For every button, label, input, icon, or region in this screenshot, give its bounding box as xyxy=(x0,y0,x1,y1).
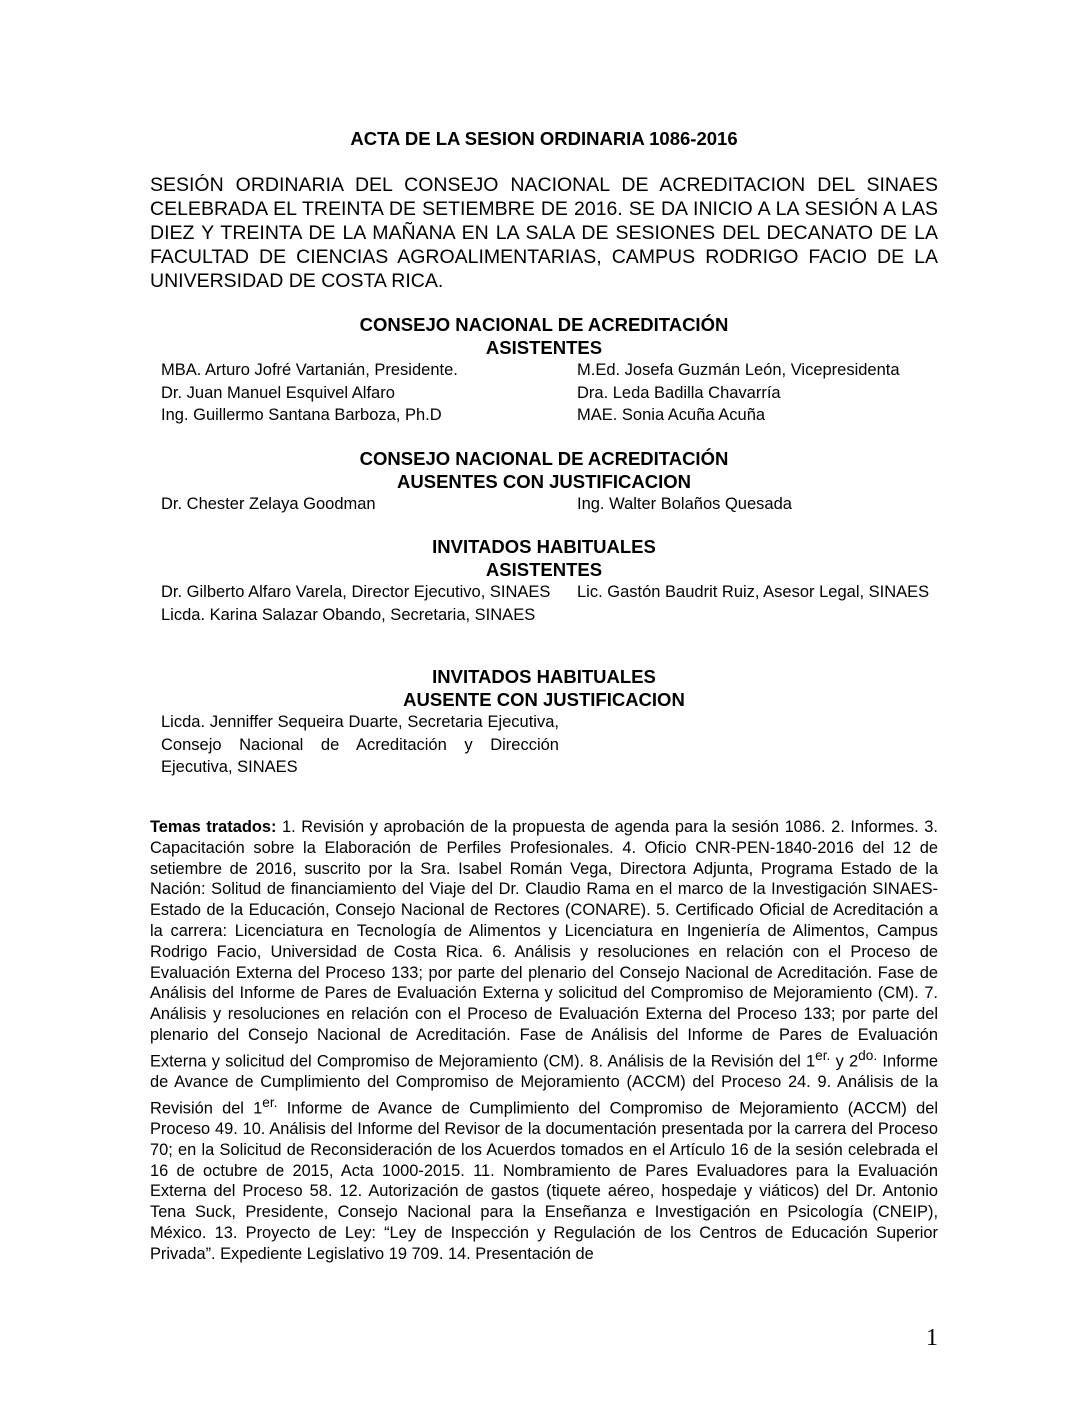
empty-cell xyxy=(577,711,947,779)
empty-cell xyxy=(577,604,947,627)
topics-paragraph xyxy=(150,817,938,1265)
attendee-name: Ing. Guillermo Santana Barboza, Ph.D xyxy=(161,406,442,424)
absentee-name: Ing. Walter Bolaños Quesada xyxy=(577,494,792,513)
section-heading-invitados: INVITADOS HABITUALES xyxy=(432,666,656,687)
absentee-list xyxy=(150,493,938,516)
attendee-name: M.Ed. Josefa Guzmán León, Vicepresidenta xyxy=(577,361,900,379)
guest-absentee-list xyxy=(150,711,938,779)
guest-name: Dr. Gilberto Alfaro Varela, Director Ejecutivo, SINAES xyxy=(161,583,551,601)
section-subheading-asistentes: ASISTENTES xyxy=(485,559,603,580)
topics-text: Informe de Avance de Cumplimiento del Compromiso de Mejoramiento (ACCM) del Proceso 49. 10. Análisis del Informe del Revisor de la documentación presentada por la carrera del Proceso 70; en la Solicitud de Reconsideración de los Acuerdos tomados en el Artículo 16 de la sesión celebrada el 16 de octubre de 2015, Acta 1000-2015. 11. Nombramiento de Pares Evaluadores para la Evaluación Externa del Proceso 58. 12. Autorización de gastos (tiquete aéreo, hospedaje y viáticos) del Dr. Antonio Tena Suck, Presidente, Consejo Nacional para la Enseñanza e Investigación en Psicología (CNEIP), México. 13. Proyecto de Ley: “Ley de Inspección y Regulación de los Centros de Educación Superior Privada”. Expediente Legislativo 19 709. 14. Presentación de xyxy=(150,1099,938,1263)
session-intro: SESIÓN ORDINARIA DEL CONSEJO NACIONAL DE ACREDITACION DEL SINAES CELEBRADA EL TREINTA DE SETIEMBRE DE 2016. SE DA INICIO A LA SESIÓN A LAS DIEZ Y TREINTA DE LA MAÑANA EN LA SALA DE SESIONES DEL DECANATO DE LA FACULTAD DE CIENCIAS AGROALIMENTARIAS, CAMPUS RODRIGO FACIO DE LA UNIVERSIDAD DE COSTA RICA. xyxy=(150,174,938,292)
ordinal-superscript: er. xyxy=(815,1047,831,1063)
attendee-name: MBA. Arturo Jofré Vartanián, Presidente. xyxy=(161,361,458,379)
topics-text: y 2 xyxy=(830,1052,859,1071)
attendee-list xyxy=(150,359,938,427)
guest-name: Licda. Karina Salazar Obando, Secretaria, SINAES xyxy=(161,605,536,624)
guest-name: Lic. Gastón Baudrit Ruiz, Asesor Legal, SINAES xyxy=(577,583,930,601)
topics-text: 1. Revisión y aprobación de la propuesta de agenda para la sesión 1086. 2. Informes. 3. Capacitación sobre la Elaboración de Perfiles Profesionales. 4. Oficio CNR-PEN-1840-2016 del 12 de setiembre de 2016, suscrito por la Sra. Isabel Román Vega, Directora Adjunta, Programa Estado de la Nación: Solitud de financiamiento del Viaje del Dr. Claudio Rama en el marco de la Investigación SINAES-Estado de la Educación, Consejo Nacional de Rectores (CONARE). 5. Certificado Oficial de Acreditación a la carrera: Licenciatura en Tecnología de Alimentos y Licenciatura en Ingeniería de Alimentos, Campus Rodrigo Facio, Universidad de Costa Rica. 6. Análisis y resoluciones en relación con el Proceso de Evaluación Externa del Proceso 133; por parte del plenario del Consejo Nacional de Acreditación. Fase de Análisis del Informe de Pares de Evaluación Externa y solicitud del Compromiso de Mejoramiento (CM). 7. Análisis y resoluciones en relación con el Proceso de Evaluación Externa del Proceso 133; por parte del plenario del Consejo Nacional de Acreditación. Fase de Análisis del Informe de Pares de Evaluación Externa y solicitud del Compromiso de Mejoramiento (CM). 8. Análisis de la Revisión del 1 xyxy=(150,818,938,1071)
topics-text: Informe de Avance de Cumplimiento del Compromiso de Mejoramiento (ACCM) del Proceso 24. 9. Análisis de la Revisión del 1 xyxy=(150,1052,938,1118)
section-heading-invitados: INVITADOS HABITUALES xyxy=(432,536,656,557)
attendee-name: Dr. Juan Manuel Esquivel Alfaro xyxy=(161,383,395,402)
attendee-name: Dra. Leda Badilla Chavarría xyxy=(577,383,781,402)
document-title: ACTA DE LA SESION ORDINARIA 1086-2016 xyxy=(350,128,738,149)
guest-attendee-list xyxy=(150,581,938,626)
section-subheading-asistentes: ASISTENTES xyxy=(485,337,603,358)
document-content xyxy=(150,128,938,779)
section-heading-consejo: CONSEJO NACIONAL DE ACREDITACIÓN xyxy=(359,447,729,469)
section-subheading-ausente: AUSENTE CON JUSTIFICACION xyxy=(403,689,685,710)
section-subheading-ausentes: AUSENTES CON JUSTIFICACION xyxy=(397,470,691,492)
absentee-name: Dr. Chester Zelaya Goodman xyxy=(161,494,376,513)
guest-name: Licda. Jenniffer Sequeira Duarte, Secretaria Ejecutiva, Consejo Nacional de Acreditación y Dirección Ejecutiva, SINAES xyxy=(161,713,559,776)
ordinal-superscript: er. xyxy=(262,1094,278,1110)
page-number: 1 xyxy=(926,1325,938,1351)
topics-label: Temas tratados: xyxy=(150,818,277,836)
attendee-name: MAE. Sonia Acuña Acuña xyxy=(577,406,766,424)
ordinal-superscript: do. xyxy=(858,1047,878,1063)
section-heading-consejo: CONSEJO NACIONAL DE ACREDITACIÓN xyxy=(359,314,729,335)
